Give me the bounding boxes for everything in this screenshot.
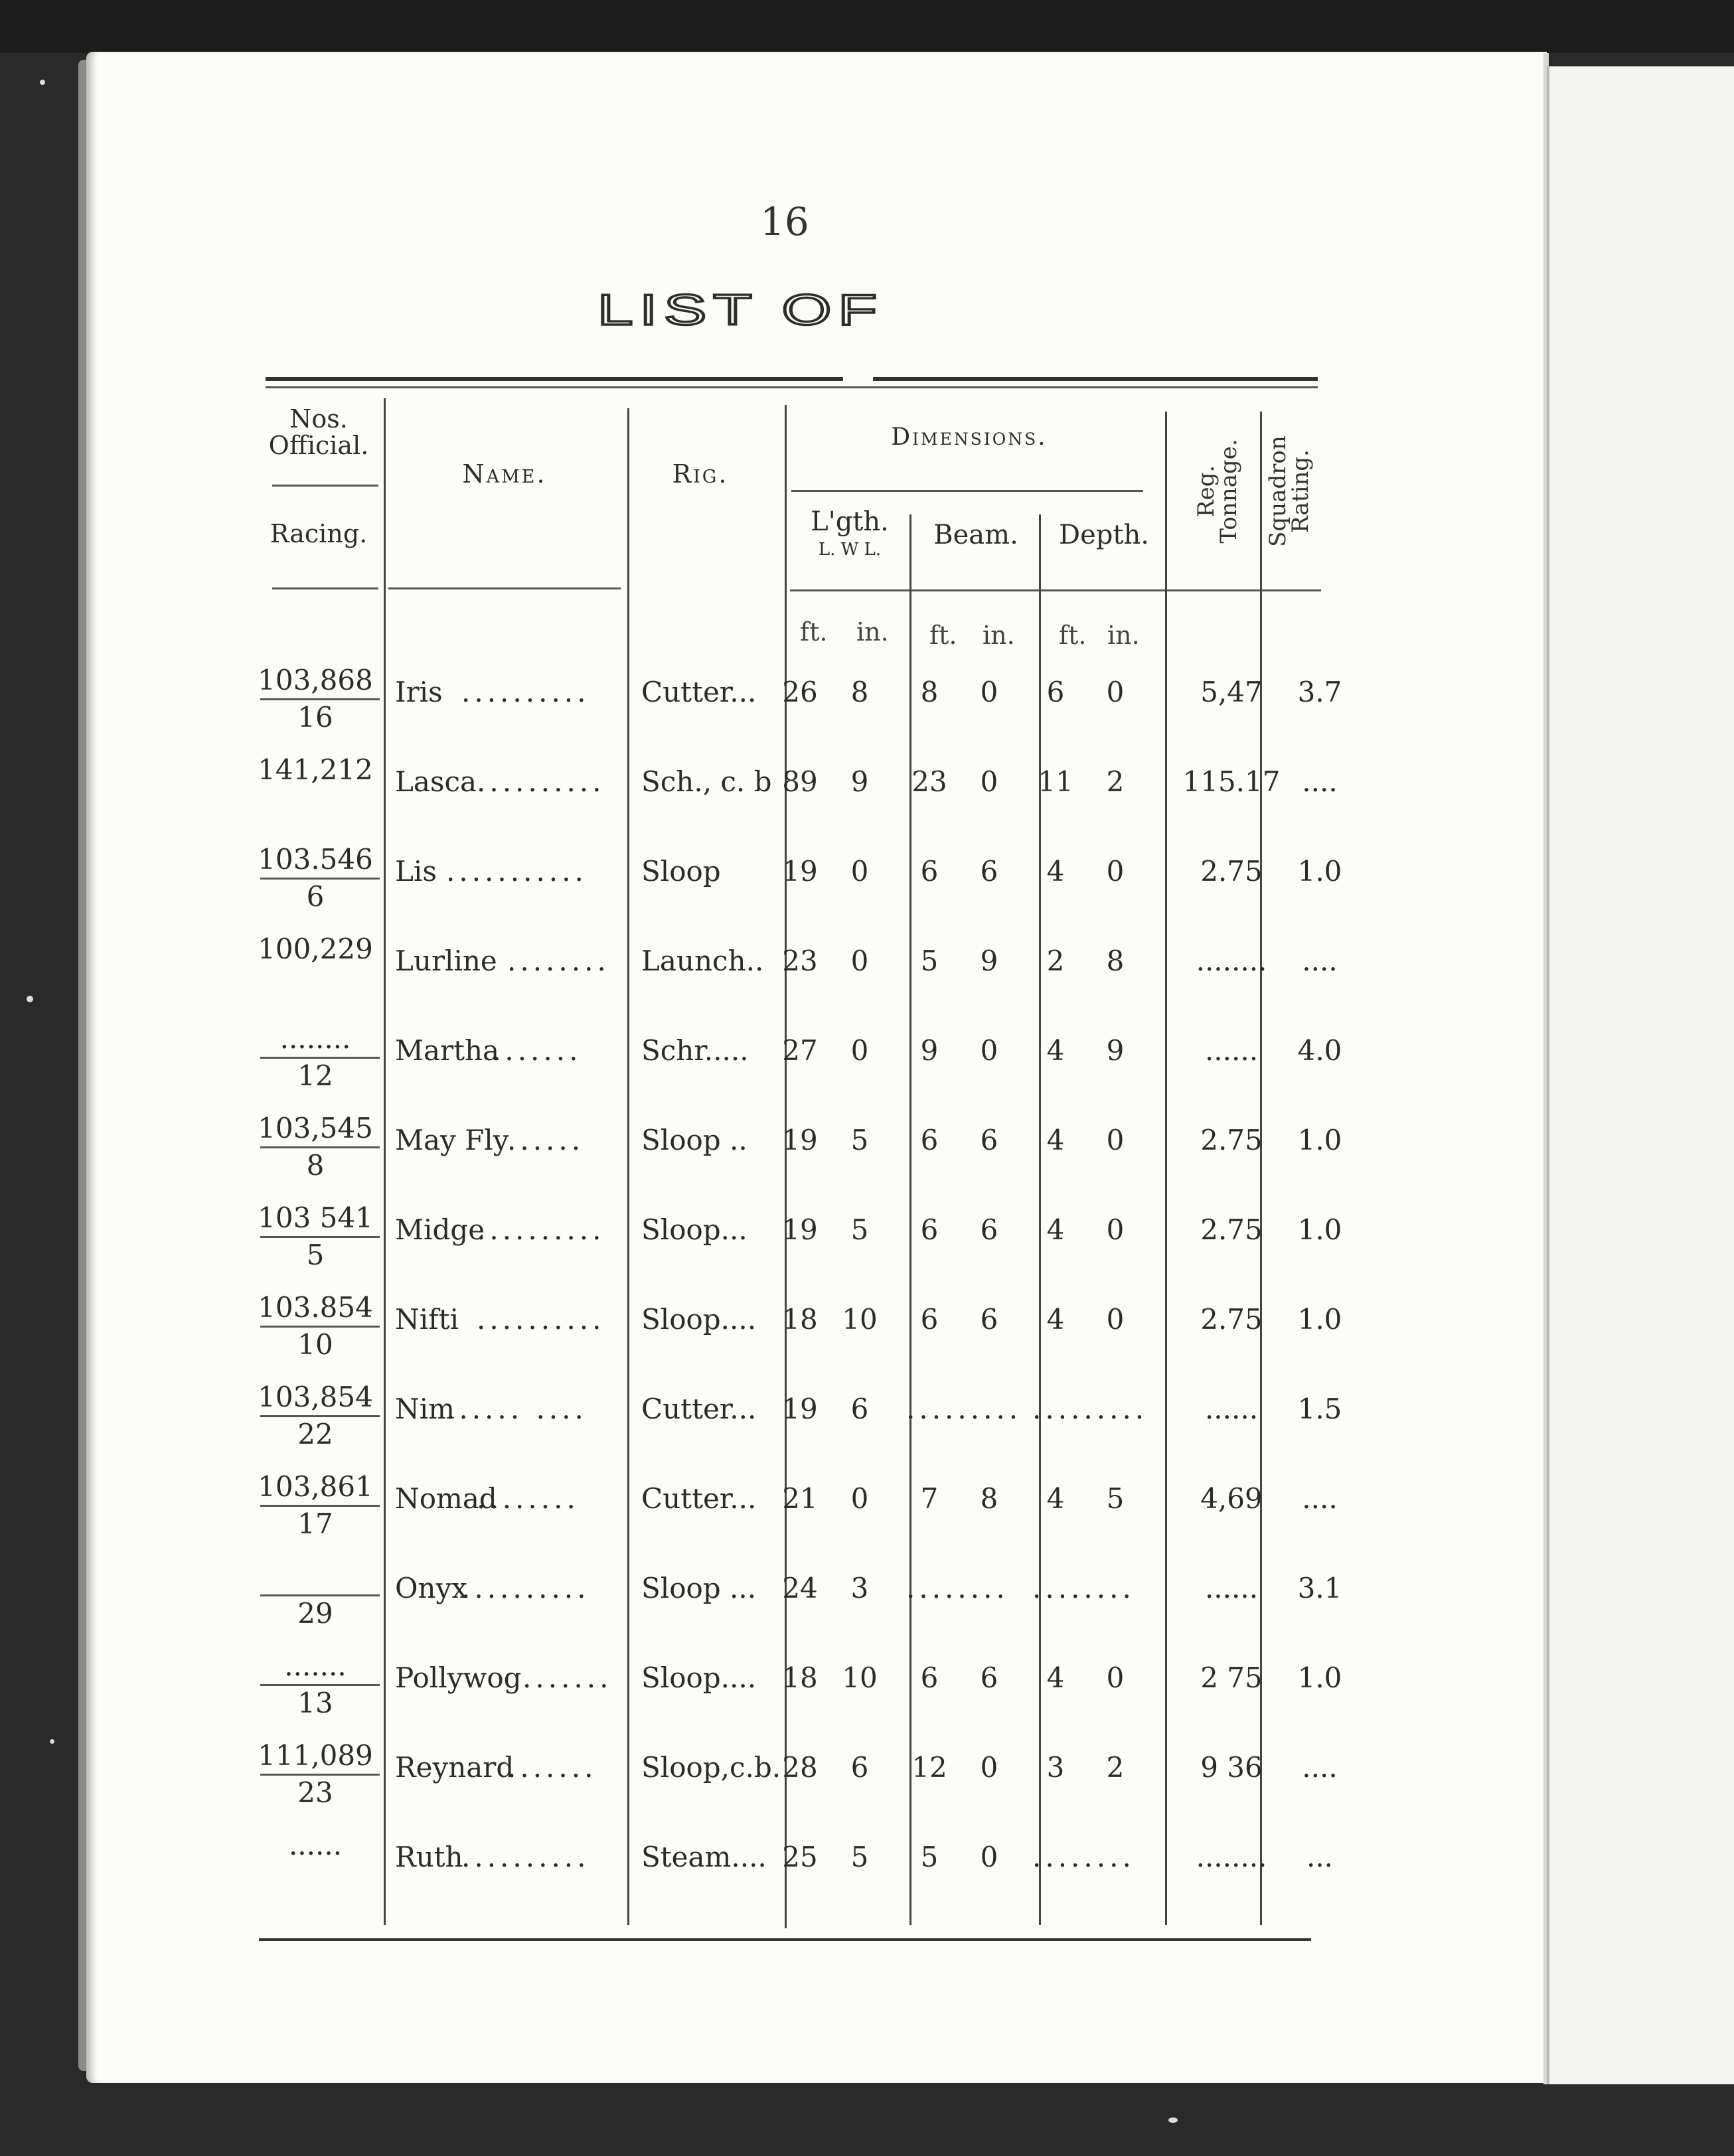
length-ft: 19 [782,1393,818,1425]
yacht-name: Nomad [395,1482,497,1515]
squadron-rating: 3.1 [1297,1572,1342,1604]
yacht-name-leader: ........ [507,945,610,977]
depth-ft: 2 [1046,945,1065,977]
depth-ft: 4 [1046,1213,1065,1246]
squadron-rating: 1.0 [1297,1124,1342,1156]
official-number: ....... [284,1650,347,1682]
table-row [252,1291,1342,1380]
squadron-rating: .... [1302,1482,1338,1515]
reg-tonnage: 2.75 [1200,1303,1263,1336]
rig: Steam.... [641,1841,767,1873]
number-divider [260,1774,380,1776]
official-number: 103,545 [258,1112,373,1144]
rig: Sloop [641,855,721,887]
squadron-rating: 1.0 [1297,1661,1342,1694]
yacht-name-leader: ........ [477,1482,580,1515]
beam-ft: 6 [920,1213,939,1246]
yacht-name-leader: ....... [492,1034,582,1067]
length-ft: 25 [782,1841,818,1873]
length-ft: 21 [782,1482,818,1515]
squadron-rating: 1.0 [1297,1303,1342,1336]
rig: Sloop .. [641,1124,748,1156]
beam-ft: 5 [920,1841,939,1873]
page-heading: LIST OF [597,285,884,335]
table-row [252,1112,1342,1201]
unit-beam-ft: ft. [929,621,957,650]
header-dimensions: Dimensions. [891,424,1048,451]
length-ft: 18 [782,1303,818,1336]
scan-speck [50,1739,54,1744]
official-number: 141,212 [258,753,373,786]
beam-ft: 12 [911,1751,947,1784]
reg-tonnage: ...... [1204,1393,1259,1425]
length-ft: 26 [782,676,818,708]
squadron-rating: .... [1302,945,1338,977]
rig: Sch., c. b [641,765,772,798]
length-in: 9 [850,765,869,798]
squadron-rating: ... [1306,1841,1334,1873]
depth-in: 0 [1106,1303,1125,1336]
number-divider [260,1326,380,1328]
length-ft: 19 [782,1124,818,1156]
racing-number: 23 [297,1776,333,1809]
number-divider [260,1146,380,1148]
squadron-rating: 3.7 [1297,676,1342,708]
top-rule-left [266,377,843,381]
table-row [252,1381,1342,1470]
unit-length-in: in. [856,617,889,647]
header-nos-official: Nos. Official. [268,404,369,460]
table-row [252,1650,1342,1738]
beam-in: 0 [980,676,998,708]
beam-in: 9 [980,945,998,977]
top-rule-thin [266,386,1318,388]
depth-in: 0 [1106,855,1125,887]
depth-in: 2 [1106,1751,1125,1784]
reg-tonnage: 2.75 [1200,855,1263,887]
beam-in: 6 [980,1303,998,1336]
length-ft: 19 [782,855,818,887]
beam-ft: 6 [920,1661,939,1694]
scan-speck [40,80,45,85]
beam-in: 6 [980,1124,998,1156]
length-in: 5 [850,1841,869,1873]
yacht-name-leader: ...... .... [446,1393,588,1425]
unit-depth-ft: ft. [1059,621,1087,650]
table-row [252,1470,1338,1559]
yacht-name: Reynard [395,1751,514,1784]
table-row [252,1739,1338,1828]
table-row [252,1201,1342,1290]
official-number: 100,229 [258,933,373,965]
racing-number: 6 [306,880,325,913]
depth-empty: ........ [1032,1841,1135,1873]
rig: Cutter... [641,1393,757,1425]
length-in: 0 [850,945,869,977]
official-number: ...... [288,1829,343,1861]
length-in: 0 [850,1034,869,1067]
depth-ft: 11 [1038,765,1073,798]
racing-number: 29 [297,1597,333,1630]
header-length-sub: L. W L. [818,540,882,560]
rig: Sloop.... [641,1661,757,1694]
yacht-name: Nim [395,1393,455,1425]
rig: Sloop... [641,1213,748,1246]
unit-beam-in: in. [983,621,1015,650]
depth-ft: 4 [1046,1303,1065,1336]
rig: Cutter... [641,676,757,708]
yacht-name: Lurline [395,945,497,977]
header-reg-tonnage: Reg. Tonnage. [1193,439,1242,544]
beam-in: 0 [980,765,998,798]
depth-in: 0 [1106,1661,1125,1694]
header-depth: Depth. [1059,520,1149,550]
official-number: 103,854 [258,1381,373,1413]
length-in: 10 [842,1661,878,1694]
reg-tonnage: 2.75 [1200,1124,1263,1156]
length-in: 8 [850,676,869,708]
depth-ft: 4 [1046,1034,1065,1067]
squadron-rating: 1.0 [1297,1213,1342,1246]
unit-length-ft: ft. [800,617,828,647]
length-in: 5 [850,1124,869,1156]
length-in: 6 [850,1393,869,1425]
rig: Schr..... [641,1034,749,1067]
number-divider [260,1505,380,1507]
beam-in: 6 [980,1661,998,1694]
yacht-name-leader: .......... [477,1213,605,1246]
reg-tonnage: 9 36 [1200,1751,1263,1784]
scan-background-top [0,0,1734,53]
length-ft: 24 [782,1572,818,1604]
yacht-name-leader: .......... [461,1572,590,1604]
length-in: 6 [850,1751,869,1784]
depth-ft: 3 [1046,1751,1065,1784]
yacht-name: Onyx [395,1572,467,1604]
depth-ft: 4 [1046,855,1065,887]
number-divider [260,1594,380,1596]
header-name: Name. [462,459,547,489]
squadron-rating: 4.0 [1297,1034,1342,1067]
number-divider [260,1057,380,1059]
depth-ft: 4 [1046,1661,1065,1694]
reg-tonnage: 2.75 [1200,1213,1263,1246]
reg-tonnage: 5,47 [1200,676,1263,708]
yacht-name-leader: .......... [461,1841,590,1873]
reg-tonnage: 4,69 [1200,1482,1263,1515]
scan-speck [1168,2118,1178,2123]
yacht-name: Iris [395,676,443,708]
header-bottom-rule-1 [272,587,378,589]
depth-in: 5 [1106,1482,1125,1515]
squadron-rating: 1.0 [1297,855,1342,887]
yacht-name: Lasca [395,765,477,798]
beam-ft: 23 [911,765,947,798]
table-row [252,1560,1342,1649]
number-divider [260,698,380,700]
official-number: 111,089 [258,1739,373,1772]
facing-page [1547,66,1734,2084]
depth-in: 2 [1106,765,1125,798]
depth-ft: 4 [1046,1124,1065,1156]
header-length: L'gth. [811,506,889,537]
official-number: 103.854 [258,1291,373,1324]
beam-ft: 5 [920,945,939,977]
official-number: 103 541 [258,1201,373,1234]
header-bottom-rule-3 [790,589,1321,591]
length-ft: 89 [782,765,818,798]
squadron-rating: 1.5 [1297,1393,1342,1425]
rig: Launch.. [641,945,764,977]
depth-empty: ........ [1032,1572,1135,1604]
rig: Cutter... [641,1482,757,1515]
racing-number: 5 [306,1239,325,1271]
yacht-name: Ruth [395,1841,463,1873]
depth-empty: ......... [1032,1393,1148,1425]
depth-in: 0 [1106,676,1125,708]
racing-number: 12 [297,1059,333,1092]
yacht-name: Midge [395,1213,485,1246]
page-number: 16 [760,199,809,244]
beam-in: 0 [980,1034,998,1067]
beam-in: 0 [980,1751,998,1784]
squadron-rating: .... [1302,1751,1338,1784]
bottom-rule [259,1938,1311,1941]
racing-number: 16 [297,701,333,733]
reg-tonnage: 115.17 [1182,765,1281,798]
yacht-name-leader: ........... [446,855,588,887]
length-in: 0 [850,1482,869,1515]
depth-in: 0 [1106,1213,1125,1246]
depth-in: 9 [1106,1034,1125,1067]
header-squadron-rating: Squadron Rating. [1265,435,1314,547]
reg-tonnage: ........ [1196,1841,1267,1873]
beam-in: 6 [980,855,998,887]
reg-tonnage: ........ [1196,945,1267,977]
number-divider [260,1236,380,1238]
length-in: 3 [850,1572,869,1604]
table-row [252,1829,1334,1918]
racing-number: 10 [297,1328,333,1361]
beam-ft: 6 [920,1303,939,1336]
yacht-name-leader: .......... [477,1303,605,1336]
number-divider [260,878,380,880]
beam-in: 0 [980,1841,998,1873]
yacht-name: Martha [395,1034,500,1067]
yacht-name-leader: ....... [522,1661,613,1694]
length-ft: 23 [782,945,818,977]
length-in: 10 [842,1303,878,1336]
beam-ft: 6 [920,1124,939,1156]
number-divider [260,1415,380,1417]
scan-speck [27,996,33,1002]
yacht-name: Pollywog [395,1661,522,1694]
official-number: ........ [279,1022,351,1055]
length-ft: 28 [782,1751,818,1784]
depth-in: 8 [1106,945,1125,977]
yacht-name-leader: .......... [477,765,605,798]
length-in: 5 [850,1213,869,1246]
table-row [252,843,1342,932]
beam-empty: ........ [906,1572,1009,1604]
reg-tonnage: ...... [1204,1572,1259,1604]
unit-depth-in: in. [1107,621,1140,650]
header-beam: Beam. [933,520,1018,550]
beam-ft: 6 [920,855,939,887]
racing-number: 8 [306,1149,325,1182]
top-rule-right [873,377,1318,381]
table-row [252,753,1338,842]
official-number: 103,861 [258,1470,373,1503]
table-row [252,933,1338,1022]
number-divider [260,1684,380,1686]
beam-ft: 9 [920,1034,939,1067]
header-nos-divider [272,485,378,487]
yacht-name-leader: ....... [507,1751,597,1784]
length-ft: 18 [782,1661,818,1694]
rig: Sloop.... [641,1303,757,1336]
length-ft: 19 [782,1213,818,1246]
yacht-name-leader: .......... [461,676,590,708]
length-ft: 27 [782,1034,818,1067]
header-dimensions-divider [791,490,1143,492]
depth-ft: 4 [1046,1482,1065,1515]
yacht-name: May Fly [395,1124,509,1156]
racing-number: 22 [297,1418,333,1450]
official-number: 103,868 [258,664,373,696]
header-bottom-rule-2 [388,587,621,589]
beam-ft: 7 [920,1482,939,1515]
racing-number: 17 [297,1507,333,1540]
yacht-name: Lis [395,855,437,887]
beam-in: 8 [980,1482,998,1515]
yacht-name: Nifti [395,1303,459,1336]
length-in: 0 [850,855,869,887]
yacht-name-leader: ...... [507,1124,585,1156]
racing-number: 13 [297,1687,333,1719]
depth-in: 0 [1106,1124,1125,1156]
reg-tonnage: 2 75 [1200,1661,1263,1694]
table-row [252,664,1342,753]
squadron-rating: .... [1302,765,1338,798]
table-row [252,1022,1342,1111]
header-rig: Rig. [672,459,729,489]
rig: Sloop,c.b. [641,1751,781,1784]
reg-tonnage: ...... [1204,1034,1259,1067]
header-racing: Racing. [270,519,368,548]
official-number: 103.546 [258,843,373,876]
beam-ft: 8 [920,676,939,708]
beam-in: 6 [980,1213,998,1246]
beam-empty: ......... [906,1393,1022,1425]
rig: Sloop ... [641,1572,757,1604]
depth-ft: 6 [1046,676,1065,708]
